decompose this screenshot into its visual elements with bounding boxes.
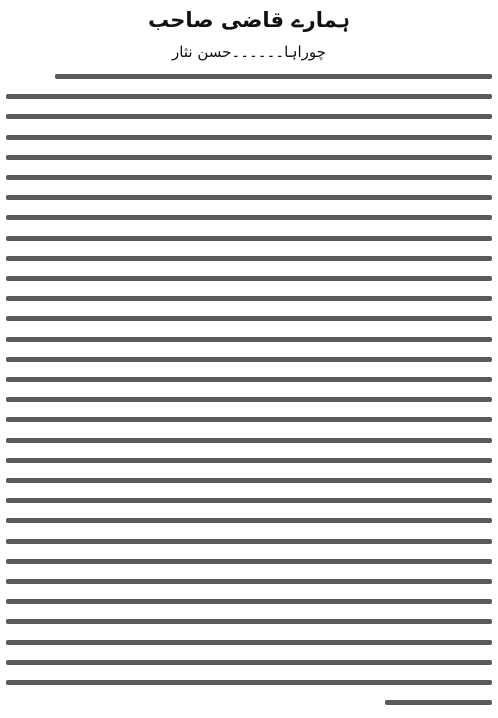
body-text-line [6, 175, 492, 180]
body-text-line [6, 135, 492, 140]
body-text-line [6, 397, 492, 402]
body-text-line [6, 539, 492, 544]
body-text-line [6, 518, 492, 523]
body-text-line [6, 619, 492, 624]
body-text-line [6, 599, 492, 604]
body-text-line [6, 94, 492, 99]
body-text-line [6, 498, 492, 503]
body-text-line [55, 74, 492, 79]
body-text-line [6, 680, 492, 685]
body-text-line [6, 155, 492, 160]
body-text-line [6, 316, 492, 321]
body-text-line [6, 296, 492, 301]
body-text-line [385, 700, 492, 705]
body-text-line [6, 640, 492, 645]
body-text-line [6, 114, 492, 119]
article-byline: چوراہا۔۔۔۔۔۔حسن نثار [172, 43, 326, 61]
body-text-line [6, 357, 492, 362]
body-text-line [6, 458, 492, 463]
body-text-line [6, 579, 492, 584]
article-body [6, 66, 492, 714]
body-text-line [6, 236, 492, 241]
body-text-line [6, 195, 492, 200]
body-text-line [6, 215, 492, 220]
body-text-line [6, 438, 492, 443]
body-text-line [6, 660, 492, 665]
body-text-line [6, 256, 492, 261]
body-text-line [6, 377, 492, 382]
body-text-line [6, 559, 492, 564]
body-text-line [6, 478, 492, 483]
body-text-line [6, 337, 492, 342]
body-text-line [6, 417, 492, 422]
article-title: ہمارے قاضی صاحب [147, 8, 350, 32]
body-text-line [6, 276, 492, 281]
